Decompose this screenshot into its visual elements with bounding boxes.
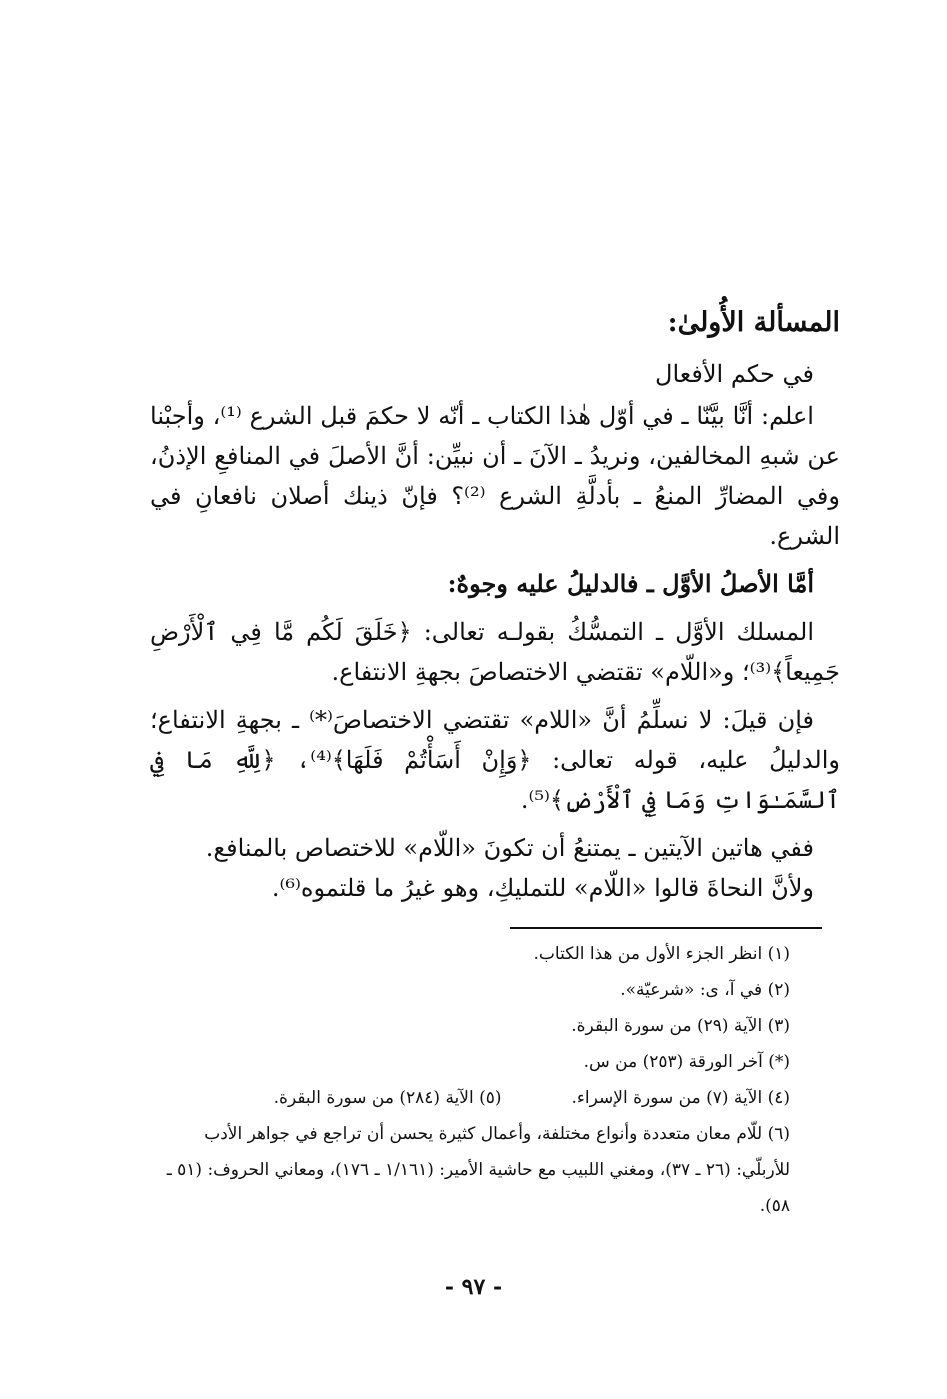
main-text	[150, 300, 840, 908]
paragraph-first-principle: أمَّا الأصلُ الأوَّل ـ فالدليلُ عليه وجوهٌ:	[447, 569, 814, 598]
footnote-divider	[510, 927, 822, 929]
footnote-row-4-5	[150, 1080, 820, 1116]
paragraph-two-verses: ففي هاتين الآيتين ـ يمتنعُ أن تكونَ «اللّام» للاختصاص بالمنافع.	[205, 834, 814, 862]
footnote-5: (٥) الآية (٢٨٤) من سورة البقرة.	[273, 1088, 502, 1108]
paragraph-objection: فإن قيلَ: لا نسلِّمُ أنَّ «اللام» تقتضي الاختصاصَ⁽*⁾ ـ بجهةِ الانتفاع؛ والدليلُ عليه، قوله تعالى: ﴿وَإِنْ أَسَأْتُمْ فَلَهَا﴾⁽⁴⁾، ﴿لِلَّهِ مَا فِي ٱلسَّمَـٰوَاتِ وَمَا فِي ٱلْأَرْضِ﴾⁽⁵⁾.	[150, 706, 840, 814]
section-subheading: في حكم الأفعال	[655, 360, 814, 388]
footnotes	[150, 936, 820, 1224]
footnote-3: (٣) الآية (٢٩) من سورة البقرة.	[571, 1016, 790, 1036]
page-number: - ٩٧ -	[444, 1274, 503, 1300]
footnote-2: (٢) في آ، ى: «شرعيّة».	[620, 980, 790, 1000]
footnote-1: (١) انظر الجزء الأول من هذا الكتاب.	[533, 944, 790, 964]
paragraph-intro: اعلم: أنَّا بيَّنّا ـ في أوّل هٰذا الكتاب ـ أنّه لا حكمَ قبل الشرع ⁽¹⁾، وأجبْنا عن شبهِ المخالفين، ونريدُ ـ الآنَ ـ أن نبيِّن: أنَّ الأصلَ في المنافعِ الإذنُ، وفي المضارِّ المنعُ ـ بأدلَّةِ الشرع ⁽²⁾؟ فإنّ ذينك أصلان نافعانِ في الشرع.	[150, 402, 840, 550]
paragraph-first-path: المسلك الأوَّل ـ التمسُّكُ بقولـه تعالى: ﴿خَلَقَ لَكُم مَّا فِي ٱلْأَرْضِ جَمِيعاً﴾⁽³⁾؛ و«اللّام» تقتضي الاختصاصَ بجهةِ الانتفاع.	[150, 618, 840, 686]
paragraph-grammarians: ولأنَّ النحاةَ قالوا «اللّام» للتمليكِ، وهو غيرُ ما قلتموه⁽⁶⁾.	[271, 874, 814, 902]
footnote-star: (*) آخر الورقة (٢٥٣) من س.	[583, 1052, 790, 1072]
footnote-4: (٤) الآية (٧) من سورة الإسراء.	[571, 1088, 790, 1108]
footnote-6: (٦) للّام معان متعددة وأنواع مختلفة، وأعمال كثيرة يحسن أن تراجع في جواهر الأدب للأربلّي: (٢٦ ـ ٣٧)، ومغني اللبيب مع حاشية الأمير: (١/١٦١ ـ ١٧٦)، ومعاني الحروف: (٥١ ـ ٥٨).	[166, 1124, 790, 1216]
section-heading: المسألة الأُولىٰ:	[667, 307, 840, 338]
